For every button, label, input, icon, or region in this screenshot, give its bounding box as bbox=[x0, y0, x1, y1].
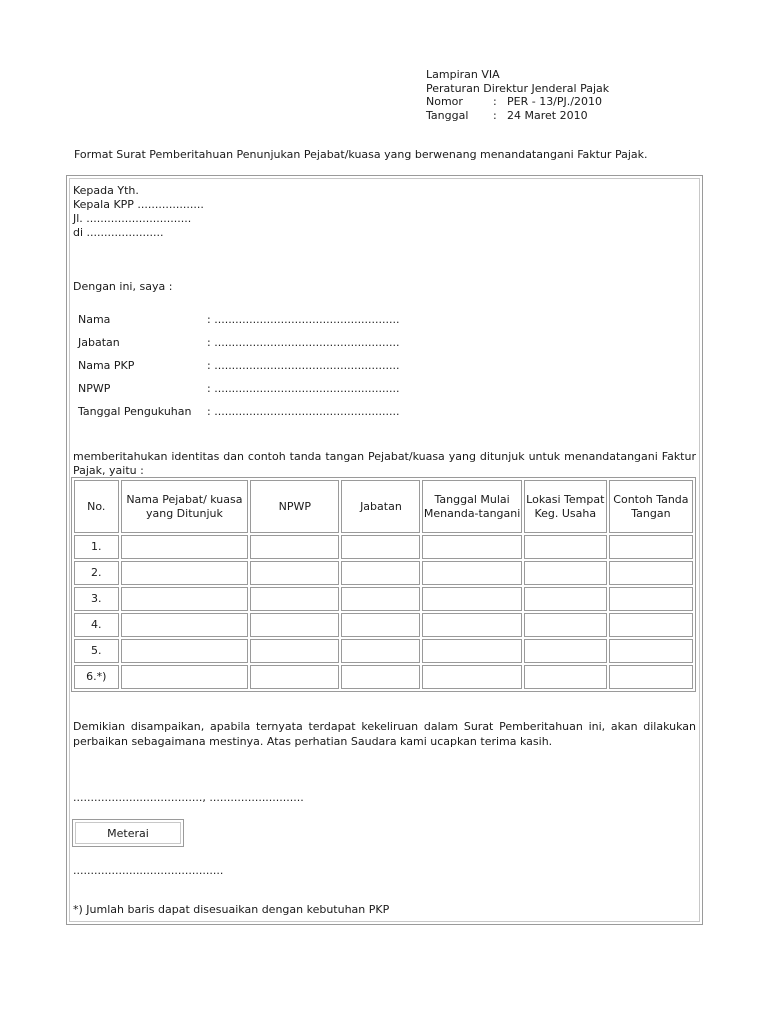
cell bbox=[121, 587, 249, 611]
cell bbox=[609, 665, 693, 689]
cell bbox=[341, 535, 420, 559]
field-value: : ..................................................... bbox=[207, 382, 400, 395]
cell bbox=[121, 665, 249, 689]
address-line: Kepada Yth. bbox=[73, 184, 139, 197]
cell bbox=[524, 639, 607, 663]
dengan-ini-saya: Dengan ini, saya : bbox=[73, 280, 173, 293]
row-number: 2. bbox=[74, 561, 119, 585]
cell bbox=[609, 639, 693, 663]
cell bbox=[250, 535, 339, 559]
footnote: *) Jumlah baris dapat disesuaikan dengan kebutuhan PKP bbox=[73, 903, 390, 916]
row-number: 4. bbox=[74, 613, 119, 637]
field-label: Nama bbox=[78, 313, 111, 326]
cell bbox=[341, 561, 420, 585]
cell bbox=[524, 665, 607, 689]
header-line bbox=[426, 95, 609, 109]
field-value: : ..................................................... bbox=[207, 359, 400, 372]
header-line bbox=[426, 109, 609, 123]
meterai-box bbox=[72, 819, 184, 847]
header-key: Tanggal bbox=[426, 108, 469, 122]
header-line bbox=[426, 68, 609, 82]
cell bbox=[250, 639, 339, 663]
intro-text: Format Surat Pemberitahuan Penunjukan Pejabat/kuasa yang berwenang menandatangani Faktur Pajak. bbox=[74, 148, 648, 161]
document-header bbox=[426, 68, 609, 122]
cell bbox=[609, 587, 693, 611]
cell bbox=[121, 613, 249, 637]
table-row bbox=[74, 535, 693, 559]
header-text: Lampiran VIA bbox=[426, 68, 500, 81]
notice-paragraph: memberitahukan identitas dan contoh tanda tangan Pejabat/kuasa yang ditunjuk untuk menandatangani Faktur Pajak, yaitu : bbox=[73, 450, 696, 477]
header-cell: Jabatan bbox=[341, 480, 420, 533]
cell bbox=[250, 587, 339, 611]
table-row bbox=[74, 587, 693, 611]
field-label: Nama PKP bbox=[78, 359, 135, 372]
officials-table bbox=[71, 477, 696, 692]
address-line: Jl. .............................. bbox=[73, 212, 192, 225]
row-number: 6.*) bbox=[74, 665, 119, 689]
cell bbox=[422, 613, 521, 637]
row-number: 5. bbox=[74, 639, 119, 663]
row-number: 3. bbox=[74, 587, 119, 611]
cell bbox=[422, 561, 521, 585]
table-row bbox=[74, 639, 693, 663]
meterai-label: Meterai bbox=[107, 826, 149, 840]
cell bbox=[422, 535, 521, 559]
cell bbox=[121, 535, 249, 559]
cell bbox=[341, 613, 420, 637]
cell bbox=[121, 561, 249, 585]
closing-paragraph: Demikian disampaikan, apabila ternyata terdapat kekeliruan dalam Surat Pemberitahuan ini, akan dilakukan perbaikan sebagaimana mestinya. Atas perhatian Saudara kami ucapkan terima kasih. bbox=[73, 720, 696, 748]
table-row bbox=[74, 561, 693, 585]
cell bbox=[250, 561, 339, 585]
cell bbox=[422, 665, 521, 689]
cell bbox=[341, 639, 420, 663]
header-cell: Tanggal Mulai Menanda-tangani bbox=[422, 480, 521, 533]
field-label: NPWP bbox=[78, 382, 111, 395]
cell bbox=[250, 613, 339, 637]
field-value: : ..................................................... bbox=[207, 405, 400, 418]
field-label: Jabatan bbox=[78, 336, 120, 349]
header-colon: : bbox=[493, 108, 497, 122]
signature-name-line: ........................................... bbox=[73, 864, 224, 877]
cell bbox=[524, 613, 607, 637]
header-value: PER - 13/PJ./2010 bbox=[507, 95, 602, 108]
address-line: Kepala KPP ................... bbox=[73, 198, 204, 211]
header-cell: NPWP bbox=[250, 480, 339, 533]
cell bbox=[609, 613, 693, 637]
row-number: 1. bbox=[74, 535, 119, 559]
header-text: Peraturan Direktur Jenderal Pajak bbox=[426, 81, 610, 95]
table-row bbox=[74, 613, 693, 637]
cell bbox=[524, 561, 607, 585]
cell bbox=[609, 535, 693, 559]
cell bbox=[121, 639, 249, 663]
header-cell: Lokasi Tempat Keg. Usaha bbox=[524, 480, 607, 533]
field-label: Tanggal Pengukuhan bbox=[78, 405, 192, 418]
cell bbox=[250, 665, 339, 689]
header-cell: No. bbox=[74, 480, 119, 533]
cell bbox=[422, 587, 521, 611]
field-value: : ..................................................... bbox=[207, 336, 400, 349]
header-key: Nomor bbox=[426, 95, 463, 108]
cell bbox=[422, 639, 521, 663]
place-date-line: ....................................., ........................... bbox=[73, 791, 304, 804]
address-line: di ...................... bbox=[73, 226, 164, 239]
header-line bbox=[426, 82, 609, 96]
header-cell: Contoh Tanda Tangan bbox=[609, 480, 693, 533]
field-value: : ..................................................... bbox=[207, 313, 400, 326]
cell bbox=[341, 587, 420, 611]
table-header-row bbox=[74, 480, 693, 533]
cell bbox=[341, 665, 420, 689]
cell bbox=[609, 561, 693, 585]
header-colon: : bbox=[493, 95, 497, 108]
address-block bbox=[73, 184, 204, 240]
table-row bbox=[74, 665, 693, 689]
cell bbox=[524, 535, 607, 559]
cell bbox=[524, 587, 607, 611]
header-value: 24 Maret 2010 bbox=[507, 108, 588, 122]
header-cell: Nama Pejabat/ kuasa yang Ditunjuk bbox=[121, 480, 249, 533]
